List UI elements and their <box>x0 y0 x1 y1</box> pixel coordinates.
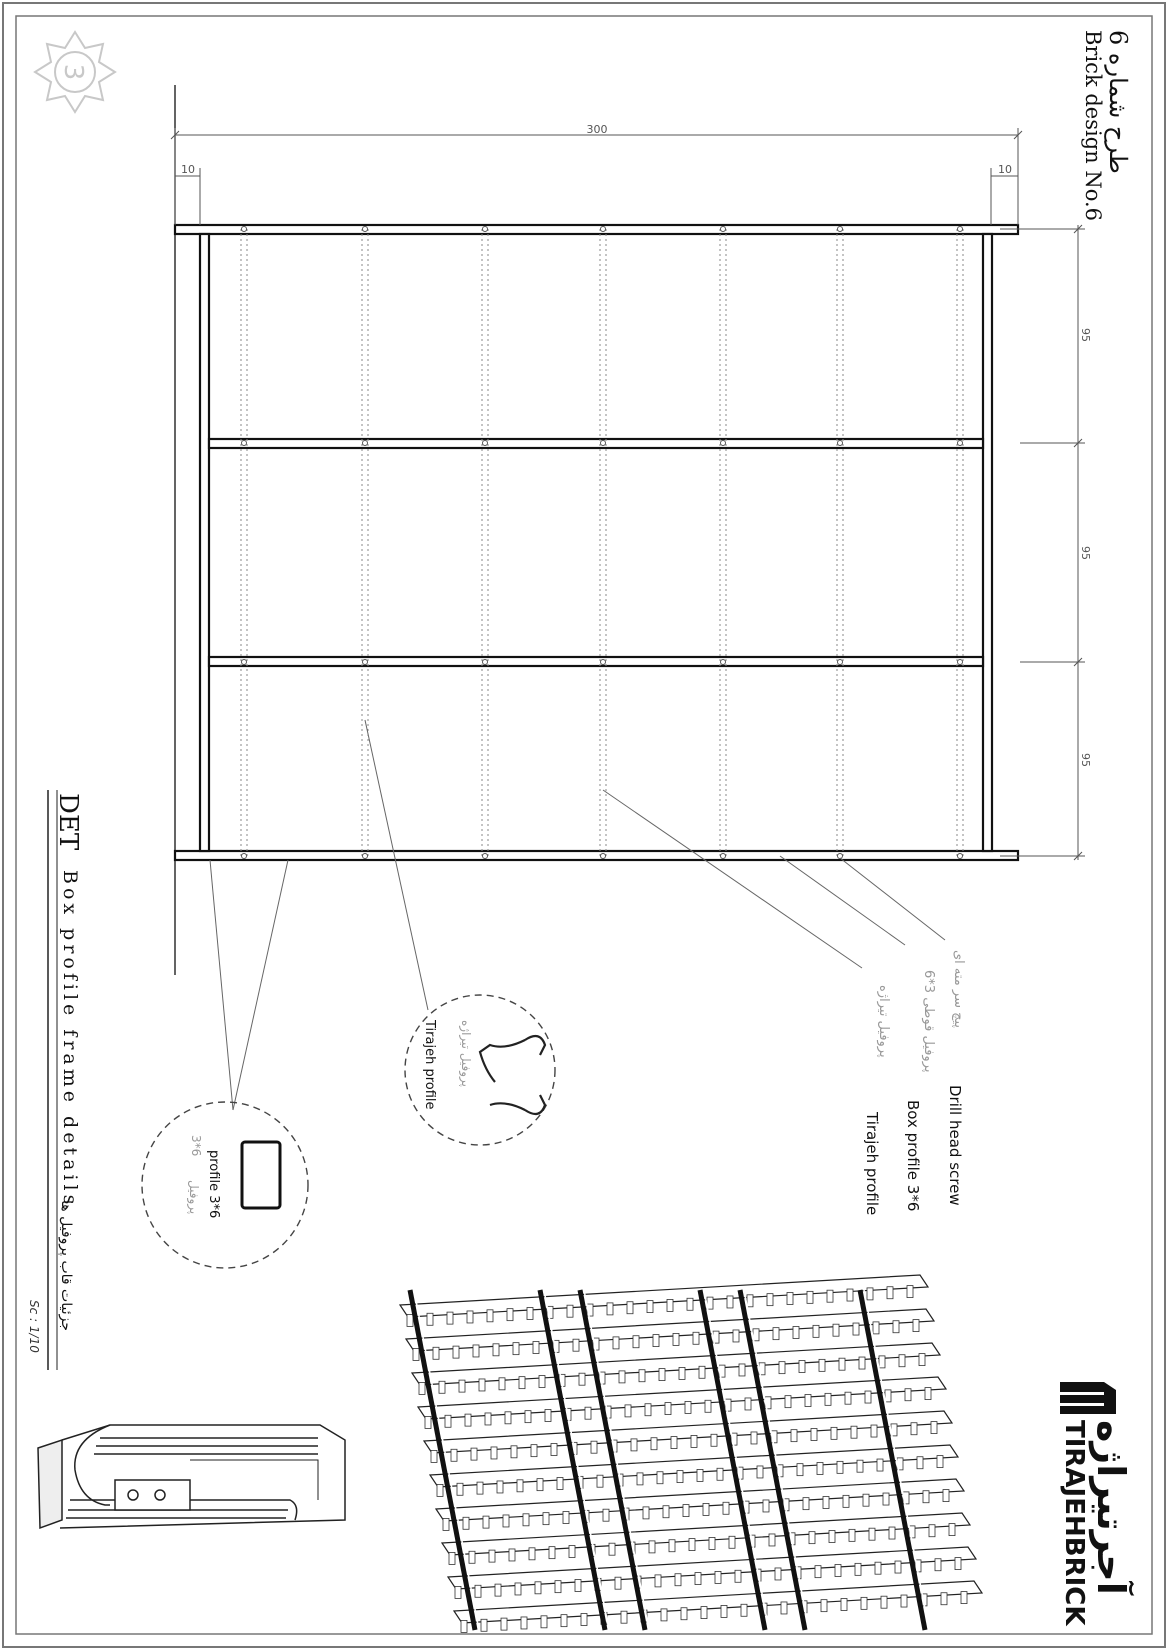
brick-tooth <box>513 1343 519 1355</box>
brick-tooth <box>661 1609 667 1621</box>
brick-tooth <box>407 1314 413 1326</box>
brick-tooth <box>941 1593 947 1605</box>
drill-screw-fa: پیچ سر مته ای <box>951 950 966 1029</box>
brick-tooth <box>861 1597 867 1609</box>
brick-tooth <box>649 1541 655 1553</box>
brick-tooth <box>779 1362 785 1374</box>
brick-tooth <box>477 1482 483 1494</box>
brick-tooth <box>419 1382 425 1394</box>
brick-tooth <box>869 1528 875 1540</box>
brick-tooth <box>633 1336 639 1348</box>
brick-tooth <box>545 1410 551 1422</box>
brick-tooth <box>469 1551 475 1563</box>
brick-tooth <box>527 1308 533 1320</box>
brick-tooth <box>819 1359 825 1371</box>
brick-tooth <box>461 1620 467 1632</box>
brick-tooth <box>711 1434 717 1446</box>
brick-tooth <box>533 1342 539 1354</box>
brick-tooth <box>905 1389 911 1401</box>
brick-tooth <box>841 1599 847 1611</box>
brick-tooth <box>609 1543 615 1555</box>
brick-tooth <box>665 1403 671 1415</box>
brick-tooth <box>507 1309 513 1321</box>
box-profile-fa: پروفیل قوطی 3*6 <box>921 970 936 1073</box>
brick-tooth <box>453 1346 459 1358</box>
brick-tooth <box>663 1506 669 1518</box>
brick-tooth <box>899 1355 905 1367</box>
brick-tooth <box>815 1566 821 1578</box>
brick-tooth <box>893 1321 899 1333</box>
detail-title: Box profile frame details <box>59 870 81 1209</box>
brick-tooth <box>877 1459 883 1471</box>
frame-elevation <box>175 85 1018 975</box>
drill-screw-en: Drill head screw <box>946 1085 964 1206</box>
brick-tooth <box>517 1480 523 1492</box>
brick-tooth <box>673 1333 679 1345</box>
brick-tooth <box>445 1415 451 1427</box>
brick-tooth <box>643 1507 649 1519</box>
brick-tooth <box>579 1373 585 1385</box>
tirajeh-circle-fa: پروفیل تیراژه <box>459 1020 473 1088</box>
brick-tooth <box>935 1559 941 1571</box>
brick-tooth <box>955 1558 961 1570</box>
brick-tooth <box>703 1503 709 1515</box>
brick-tooth <box>833 1324 839 1336</box>
brick-tooth <box>539 1376 545 1388</box>
brick-tooth <box>895 1561 901 1573</box>
brick-tooth <box>845 1392 851 1404</box>
brick-tooth <box>829 1531 835 1543</box>
brick-tooth <box>855 1563 861 1575</box>
tirajeh-detail <box>405 995 555 1145</box>
brick-tooth <box>585 1407 591 1419</box>
leader-lines <box>210 720 945 1110</box>
brick-tooth <box>763 1500 769 1512</box>
brick-tooth <box>485 1413 491 1425</box>
dim-right-margin: 10 <box>998 163 1012 176</box>
brick-tooth <box>961 1592 967 1604</box>
brick-tooth <box>473 1345 479 1357</box>
box-profile-detail <box>142 1102 308 1268</box>
brick-tooth <box>639 1370 645 1382</box>
brick-tooth <box>525 1411 531 1423</box>
brick-tooth <box>549 1547 555 1559</box>
brick-tooth <box>463 1517 469 1529</box>
brick-tooth <box>557 1478 563 1490</box>
brick-tooth <box>509 1549 515 1561</box>
brick-tooth <box>555 1581 561 1593</box>
brick-tooth <box>875 1562 881 1574</box>
title-en: Brick design No.6 <box>1081 30 1105 222</box>
brick-tooth <box>531 1445 537 1457</box>
brick-tooth <box>447 1312 453 1324</box>
box-circle-en: profile 3*6 <box>206 1150 221 1219</box>
bottom-rail <box>175 851 1018 860</box>
brick-tooth <box>767 1294 773 1306</box>
brick-tooth <box>717 1468 723 1480</box>
brick-tooth <box>529 1548 535 1560</box>
brick-tooth <box>827 1290 833 1302</box>
brick-tooth <box>831 1427 837 1439</box>
brick-tooth <box>497 1481 503 1493</box>
brick-tooth <box>813 1325 819 1337</box>
brick-tooth <box>459 1380 465 1392</box>
brick-tooth <box>591 1441 597 1453</box>
brick-tooth <box>917 1457 923 1469</box>
brick-tooth <box>567 1305 573 1317</box>
brick-tooth <box>699 1366 705 1378</box>
brick-tooth <box>631 1439 637 1451</box>
brick-tooth <box>653 1335 659 1347</box>
brick-tooth <box>705 1400 711 1412</box>
brick-tooth <box>675 1574 681 1586</box>
brick-tooth <box>535 1582 541 1594</box>
brick-tooth <box>647 1301 653 1313</box>
brick-tooth <box>943 1490 949 1502</box>
brick-tooth <box>427 1313 433 1325</box>
brick-tooth <box>791 1430 797 1442</box>
dim-left-margin: 10 <box>181 163 195 176</box>
brick-tooth <box>481 1619 487 1631</box>
brick-tooth <box>687 1298 693 1310</box>
brick-tooth <box>503 1515 509 1527</box>
brick-tooth <box>581 1614 587 1626</box>
brick-tooth <box>465 1414 471 1426</box>
brick-tooth <box>799 1361 805 1373</box>
brick-tooth <box>437 1484 443 1496</box>
brick-tooth <box>793 1327 799 1339</box>
brick-tooth <box>913 1320 919 1332</box>
brick-tooth <box>865 1391 871 1403</box>
brick-tooth <box>495 1584 501 1596</box>
brick-tooth <box>657 1472 663 1484</box>
brick-tooth <box>773 1328 779 1340</box>
brick-tooth <box>747 1295 753 1307</box>
brick-tooth <box>455 1586 461 1598</box>
dim-bay-1: 95 <box>1079 328 1092 342</box>
brick-tooth <box>621 1611 627 1623</box>
brick-tooth <box>709 1537 715 1549</box>
brick-tooth <box>697 1469 703 1481</box>
brick-tooth <box>627 1302 633 1314</box>
tirajeh-profile-fa: پروفیل تیراژه <box>876 985 891 1058</box>
brick-tooth <box>723 1502 729 1514</box>
brick-tooth <box>413 1348 419 1360</box>
brick-tooth <box>475 1585 481 1597</box>
middle-rail-2 <box>209 657 983 666</box>
top-rail <box>175 225 1018 234</box>
tirajeh-circle-en: Tirajeh profile <box>422 1020 437 1110</box>
brick-tooth <box>931 1422 937 1434</box>
brick-tooth <box>735 1570 741 1582</box>
dim-bay-2: 95 <box>1079 546 1092 560</box>
brick-tooth <box>919 1354 925 1366</box>
tirajeh-profile-en: Tirajeh profile <box>863 1112 881 1216</box>
brick-tooth <box>757 1466 763 1478</box>
brick-tooth <box>881 1596 887 1608</box>
brick-tooth <box>619 1371 625 1383</box>
brick-tooth <box>541 1616 547 1628</box>
brick-tooth <box>889 1527 895 1539</box>
brick-tooth <box>679 1367 685 1379</box>
brick-tooth <box>561 1615 567 1627</box>
brick-tooth <box>805 1395 811 1407</box>
brick-tooth <box>745 1398 751 1410</box>
brick-tooth <box>615 1577 621 1589</box>
brick-tooth <box>681 1608 687 1620</box>
brick-tooth <box>645 1404 651 1416</box>
isometric-assembly <box>400 1275 982 1632</box>
brick-tooth <box>835 1565 841 1577</box>
brick-tooth <box>499 1378 505 1390</box>
brick-tooth <box>911 1423 917 1435</box>
brick-tooth <box>817 1463 823 1475</box>
brick-tooth <box>491 1447 497 1459</box>
brick-tooth <box>515 1583 521 1595</box>
brick-tooth <box>677 1471 683 1483</box>
emblem-numeral: 3 <box>58 63 88 81</box>
profile-perspective <box>38 1425 345 1528</box>
brick-tooth <box>543 1513 549 1525</box>
brick-tooth <box>879 1356 885 1368</box>
brick-tooth <box>501 1618 507 1630</box>
brick-tooth <box>521 1617 527 1629</box>
brick-tooth <box>573 1339 579 1351</box>
brick-tooth <box>569 1546 575 1558</box>
brick-tooth <box>721 1605 727 1617</box>
brick-tooth <box>849 1529 855 1541</box>
brick-tooth <box>839 1358 845 1370</box>
brick-tooth <box>937 1456 943 1468</box>
brick-tooth <box>597 1475 603 1487</box>
brick-tooth <box>667 1299 673 1311</box>
brick-tooth <box>949 1524 955 1536</box>
box-circle-fa-1: پروفیل <box>187 1180 201 1215</box>
dimension-lines <box>171 128 1085 860</box>
brick-tooth <box>683 1505 689 1517</box>
brick-tooth <box>797 1464 803 1476</box>
brand-mark-icon <box>1060 1382 1116 1414</box>
brick-tooth <box>739 1364 745 1376</box>
brick-tooth <box>843 1495 849 1507</box>
brick-tooth <box>519 1377 525 1389</box>
brick-tooth <box>479 1379 485 1391</box>
brick-tooth <box>433 1347 439 1359</box>
brick-tooth <box>457 1483 463 1495</box>
brick-tooth <box>431 1450 437 1462</box>
brand-en: TIRAJEHBRICK <box>1059 1420 1089 1626</box>
tirajeh-profiles <box>241 227 963 859</box>
box-circle-fa-2: 3*6 <box>189 1135 203 1157</box>
brick-tooth <box>823 1497 829 1509</box>
brick-tooth <box>443 1518 449 1530</box>
brick-tooth <box>785 1396 791 1408</box>
title-fa: طرح شماره 6 <box>1104 30 1132 174</box>
brick-tooth <box>851 1426 857 1438</box>
inner-border <box>16 16 1152 1634</box>
detail-title-fa: جزئیات قاب پروفیل ها <box>58 1200 74 1331</box>
brick-tooth <box>613 1337 619 1349</box>
brick-tooth <box>821 1600 827 1612</box>
brick-tooth <box>887 1287 893 1299</box>
brick-tooth <box>483 1516 489 1528</box>
brick-tooth <box>685 1401 691 1413</box>
brick-tooth <box>439 1381 445 1393</box>
callout-labels <box>863 950 966 1215</box>
brick-tooth <box>693 1332 699 1344</box>
brick-tooth <box>809 1532 815 1544</box>
brick-tooth <box>467 1311 473 1323</box>
scale-label: Sc : 1/10 <box>27 1300 41 1353</box>
brick-tooth <box>715 1571 721 1583</box>
brick-tooth <box>741 1604 747 1616</box>
brick-tooth <box>701 1607 707 1619</box>
brick-tooth <box>669 1540 675 1552</box>
brick-tooth <box>451 1449 457 1461</box>
brick-tooth <box>471 1448 477 1460</box>
brick-tooth <box>603 1509 609 1521</box>
brick-tooth <box>803 1498 809 1510</box>
brick-tooth <box>837 1461 843 1473</box>
brick-tooth <box>751 1432 757 1444</box>
brick-tooth <box>901 1595 907 1607</box>
brick-tooth <box>659 1369 665 1381</box>
brand-fa: آجرتیراژه <box>1089 1420 1133 1595</box>
box-profile-section-icon <box>242 1142 280 1208</box>
brick-tooth <box>781 1602 787 1614</box>
brick-tooth <box>929 1525 935 1537</box>
middle-rail-1 <box>209 439 983 448</box>
dim-bay-3: 95 <box>1079 753 1092 767</box>
brick-tooth <box>537 1479 543 1491</box>
brand-logo <box>1059 1382 1135 1626</box>
brick-tooth <box>859 1357 865 1369</box>
brick-tooth <box>449 1552 455 1564</box>
brick-tooth <box>637 1473 643 1485</box>
brick-tooth <box>787 1293 793 1305</box>
brick-tooth <box>493 1344 499 1356</box>
brick-tooth <box>551 1444 557 1456</box>
brick-tooth <box>733 1330 739 1342</box>
brick-tooth <box>695 1573 701 1585</box>
brick-tooth <box>575 1580 581 1592</box>
emblem-icon <box>35 32 115 112</box>
brick-tooth <box>871 1425 877 1437</box>
brick-tooth <box>867 1288 873 1300</box>
brick-tooth <box>883 1493 889 1505</box>
right-post <box>983 234 992 851</box>
brick-tooth <box>505 1412 511 1424</box>
brick-tooth <box>873 1322 879 1334</box>
brick-tooth <box>847 1289 853 1301</box>
brick-tooth <box>425 1416 431 1428</box>
brick-tooth <box>727 1296 733 1308</box>
brick-tooth <box>863 1494 869 1506</box>
tirajeh-profile-section-icon <box>480 1036 545 1114</box>
brick-tooth <box>923 1491 929 1503</box>
brick-tooth <box>811 1429 817 1441</box>
brick-tooth <box>625 1405 631 1417</box>
box-profile-en: Box profile 3*6 <box>904 1100 922 1212</box>
brick-tooth <box>607 1303 613 1315</box>
brick-tooth <box>907 1286 913 1298</box>
dim-overall: 300 <box>586 123 608 136</box>
left-post <box>200 234 209 851</box>
brick-tooth <box>523 1514 529 1526</box>
brick-tooth <box>487 1310 493 1322</box>
brick-tooth <box>853 1323 859 1335</box>
brick-tooth <box>689 1539 695 1551</box>
brick-tooth <box>775 1568 781 1580</box>
title-block <box>1081 30 1132 221</box>
brick-tooth <box>655 1575 661 1587</box>
detail-code: DET <box>53 793 83 851</box>
brick-tooth <box>807 1291 813 1303</box>
brick-tooth <box>489 1550 495 1562</box>
detail-title-block <box>27 790 83 1370</box>
brick-tooth <box>925 1388 931 1400</box>
brick-tooth <box>511 1446 517 1458</box>
brick-tooth <box>885 1390 891 1402</box>
brick-tooth <box>691 1435 697 1447</box>
brick-tooth <box>671 1437 677 1449</box>
brick-tooth <box>825 1393 831 1405</box>
brick-tooth <box>769 1534 775 1546</box>
brick-tooth <box>563 1512 569 1524</box>
brick-tooth <box>651 1438 657 1450</box>
brick-tooth <box>729 1536 735 1548</box>
brick-tooth <box>857 1460 863 1472</box>
